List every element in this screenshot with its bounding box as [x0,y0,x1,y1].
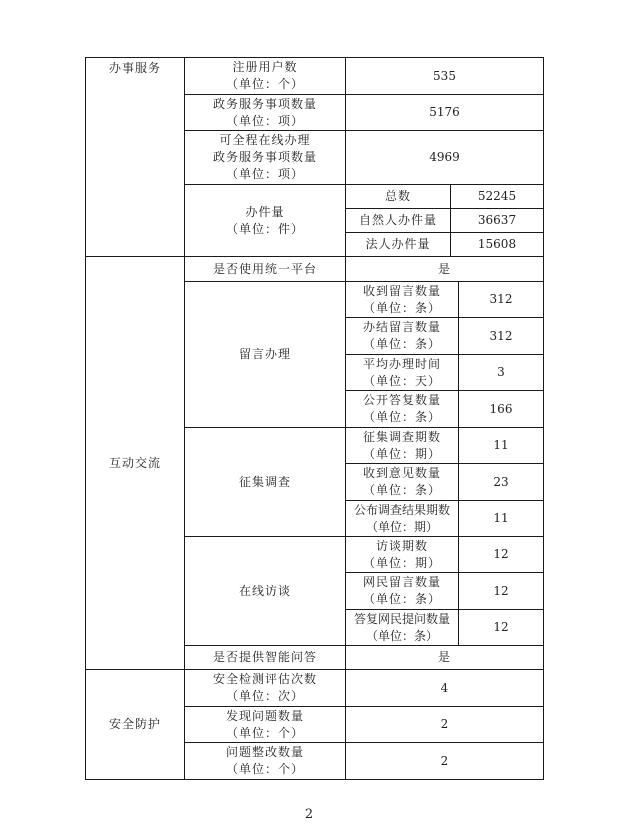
messages-group-label: 留言办理 [238,347,291,361]
survey-opinions-label: 收到意见数量 （单位：条） [362,466,441,497]
messages-received-value: 312 [489,292,513,306]
survey-results-value: 11 [493,511,509,525]
section-label-security: 安全防护 [108,717,161,731]
interview-group-label: 在线访谈 [238,583,291,598]
messages-avg-time-value: 3 [497,365,505,379]
interview-messages-value: 12 [493,583,509,598]
unified-platform-label: 是否使用统一平台 [212,261,317,276]
online-items-label: 可全程在线办理 政务服务事项数量 （单位：项） [212,133,317,181]
interview-replies-value: 12 [493,620,509,634]
interview-messages-label: 网民留言数量 （单位：条） [362,575,441,606]
survey-results-label: 公布调查结果期数 （单位：期） [353,502,450,534]
table-border-right [543,57,544,780]
messages-received-label: 收到留言数量 （单位：条） [362,283,441,315]
section-label-service: 办事服务 [108,61,161,75]
cases-natural-person-label: 自然人办件量 [358,213,437,227]
cases-legal-person-label: 法人办件量 [365,237,431,251]
messages-closed-value: 312 [489,328,513,343]
section-label-interaction: 互动交流 [108,455,161,470]
page-number: 2 [304,807,314,822]
issues-fixed-label: 问题整改数量 （单位：个） [225,745,304,776]
messages-public-replies-label: 公开答复数量 （单位：条） [362,393,441,424]
survey-opinions-value: 23 [493,474,509,489]
cases-legal-person-value: 15608 [477,237,517,251]
issues-fixed-value: 2 [440,753,449,768]
survey-periods-value: 11 [493,438,509,452]
registered-users-value: 535 [433,68,456,83]
unified-platform-value: 是 [437,261,451,276]
interview-periods-label: 访谈期数 （单位：期） [362,538,441,570]
service-items-value: 5176 [429,105,460,119]
security-checks-value: 4 [440,680,449,695]
interview-periods-value: 12 [493,547,509,561]
security-checks-label: 安全检测评估次数 （单位：次） [212,672,317,703]
interview-replies-label: 答复网民提问数量 （单位：条） [353,611,450,643]
online-items-value: 4969 [429,150,460,164]
table-border-bottom [85,779,544,780]
messages-avg-time-label: 平均办理时间 （单位：天） [362,356,441,388]
survey-group-label: 征集调查 [238,474,291,489]
smart-qa-value: 是 [437,650,451,664]
registered-users-label: 注册用户数 （单位：个） [225,60,304,91]
cases-total-value: 52245 [477,189,517,203]
smart-qa-label: 是否提供智能问答 [212,650,317,664]
issues-found-value: 2 [440,717,449,731]
survey-periods-label: 征集调查期数 （单位：期） [362,429,441,461]
issues-found-label: 发现问题数量 （单位：个） [225,708,304,740]
cases-natural-person-value: 36637 [477,213,517,227]
messages-public-replies-value: 166 [489,401,513,416]
cases-total-label: 总数 [384,189,411,203]
cases-label: 办件量 （单位：件） [225,204,304,236]
messages-closed-label: 办结留言数量 （单位：条） [362,320,441,351]
service-items-label: 政务服务事项数量 （单位：项） [212,96,317,128]
